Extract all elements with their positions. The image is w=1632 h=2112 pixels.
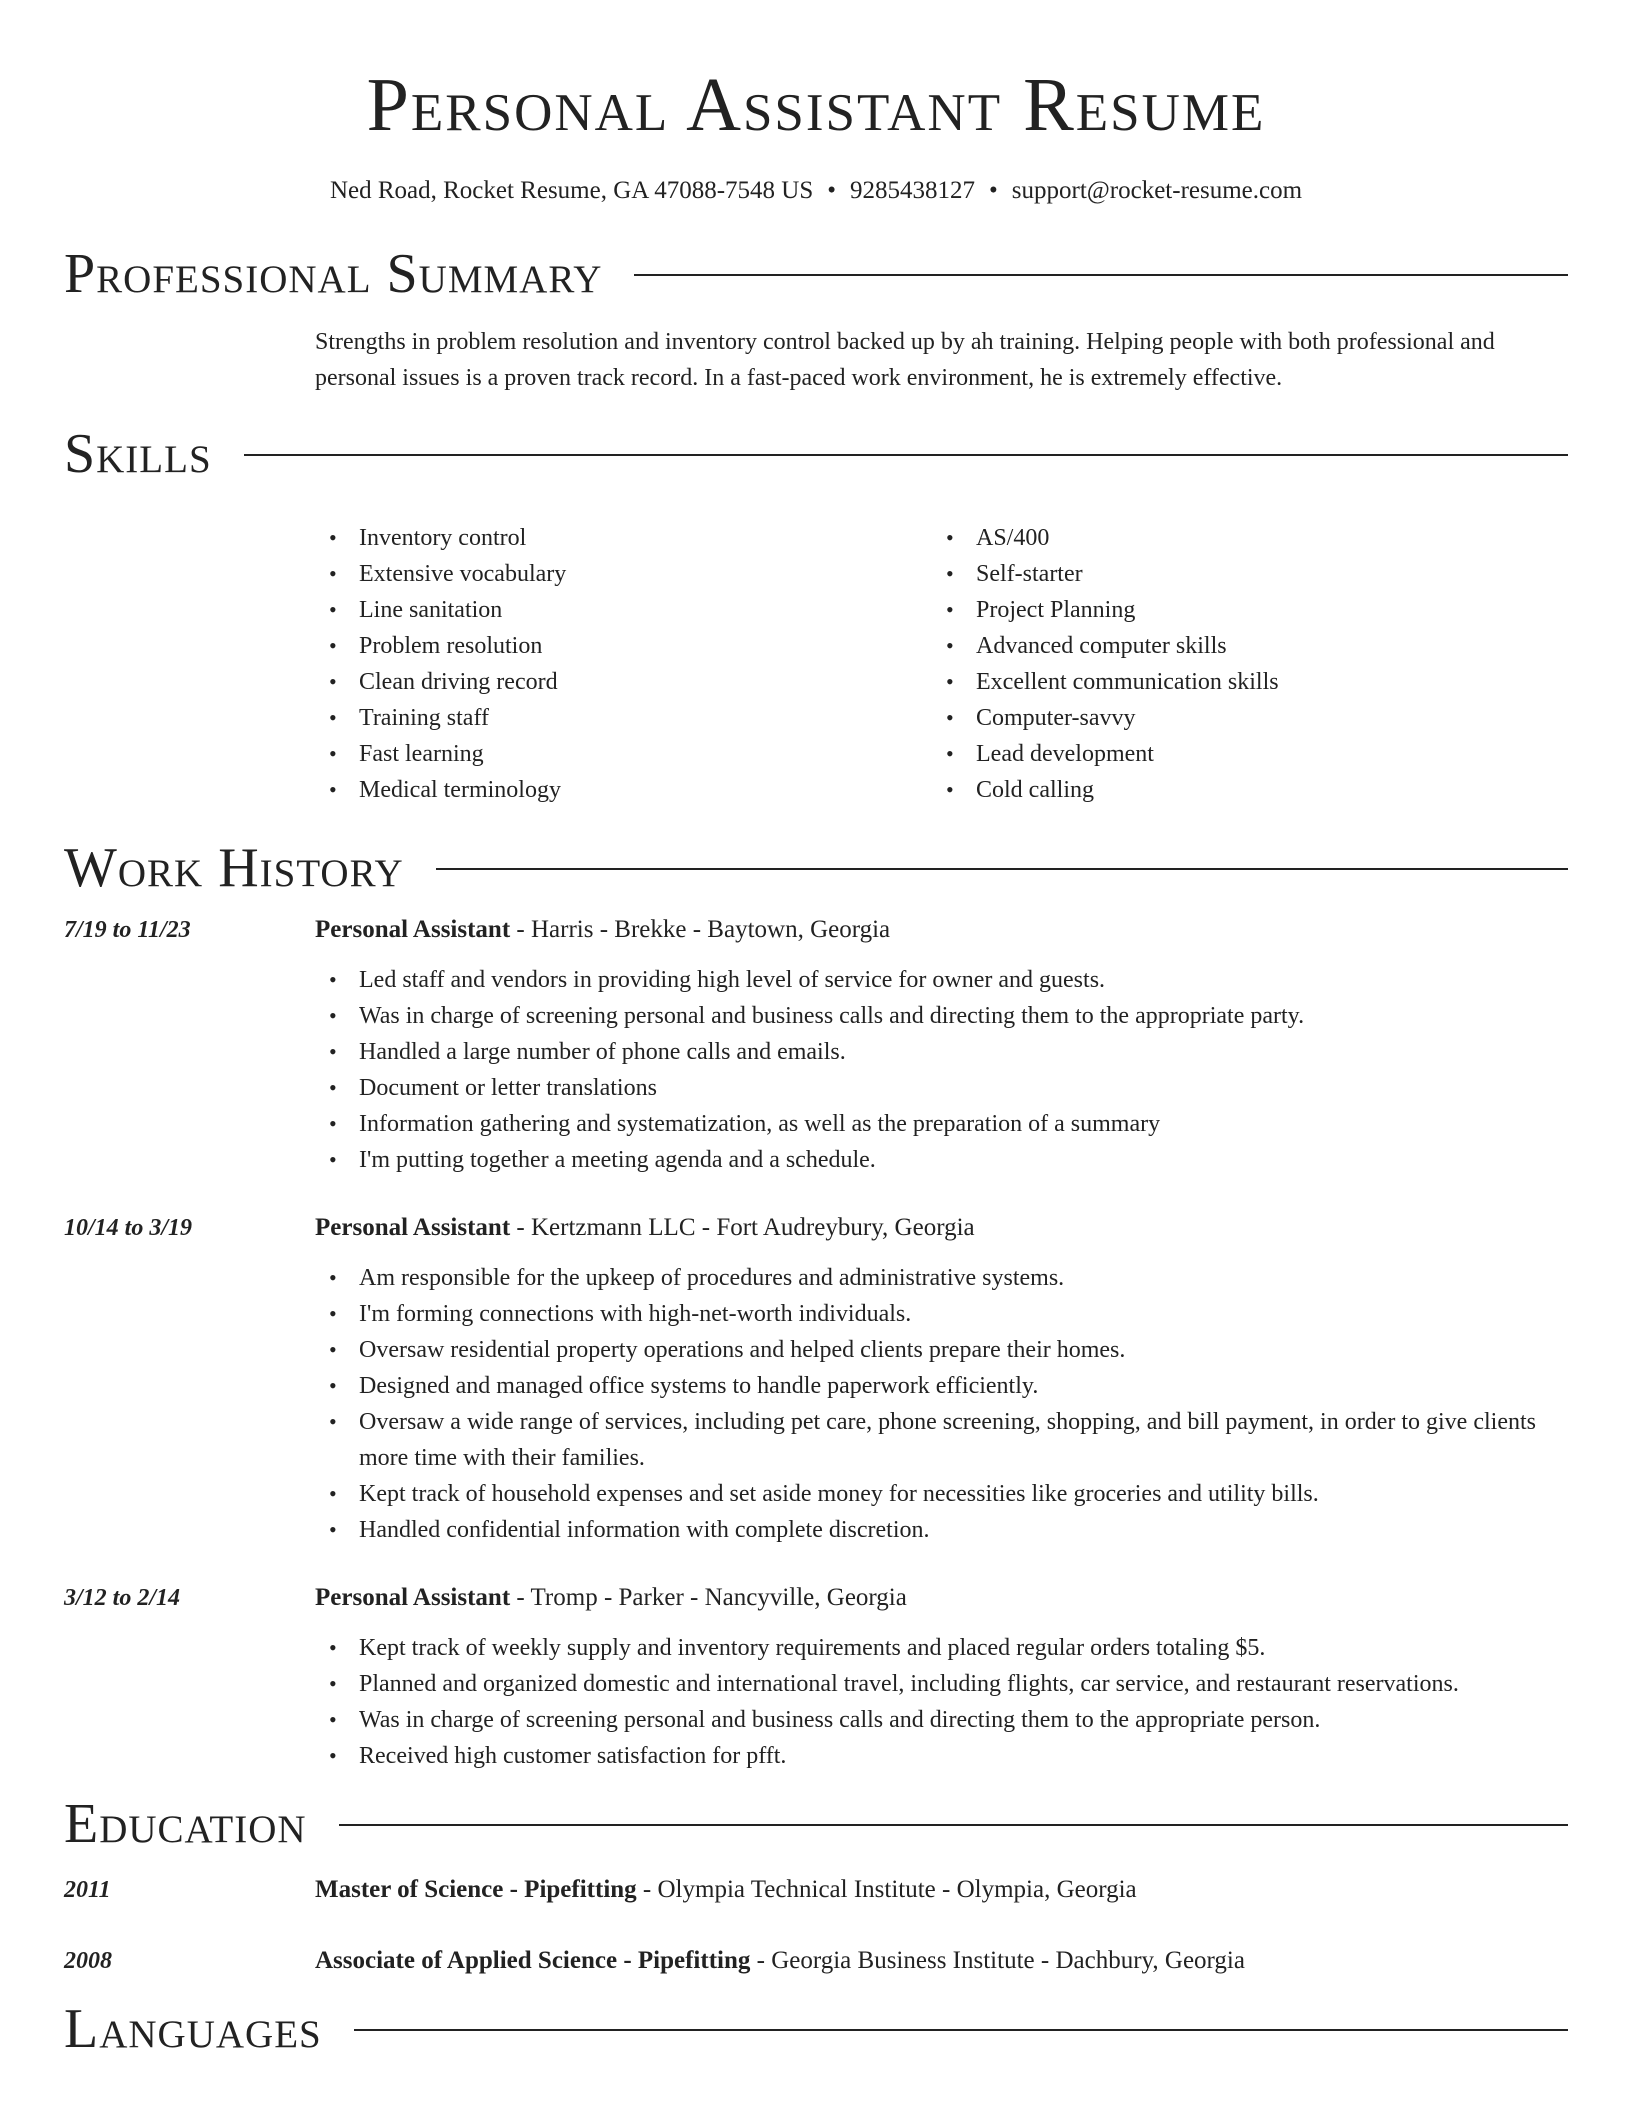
- job-bullet: • Information gathering and systematization, as well as the preparation of a summary: [315, 1106, 1568, 1142]
- skills-section-header: [64, 424, 1568, 484]
- job-entry: [64, 1580, 1568, 1774]
- languages-section-header: [64, 1999, 1568, 2059]
- skill-item: • Lead development: [932, 736, 1549, 772]
- section-divider: [244, 454, 1568, 456]
- languages-heading: Languages: [64, 1998, 322, 2060]
- skills-list: [315, 520, 1568, 808]
- job-bullet: • Kept track of weekly supply and inventory requirements and placed regular orders totaling $5.: [315, 1630, 1568, 1666]
- job-entry: [64, 1210, 1568, 1548]
- education-entry: [64, 1872, 1568, 1908]
- job-entry: [64, 912, 1568, 1178]
- skill-item: • Inventory control: [315, 520, 932, 556]
- contact-address: Ned Road, Rocket Resume, GA 47088-7548 US: [329, 177, 814, 204]
- skills-column-left: [315, 520, 932, 808]
- job-title: Personal Assistant: [315, 1584, 511, 1611]
- job-header: [315, 1210, 1568, 1246]
- education-section-header: [64, 1794, 1568, 1854]
- education-heading: Education: [64, 1793, 307, 1855]
- job-bullet: • Was in charge of screening personal and business calls and directing them to the appropriate party.: [315, 998, 1568, 1034]
- job-bullet: • Received high customer satisfaction for pfft.: [315, 1738, 1568, 1774]
- job-bullets: [315, 962, 1568, 1178]
- job-header: [315, 912, 1568, 948]
- job-bullet: • Planned and organized domestic and international travel, including flights, car service, and restaurant reservations.: [315, 1666, 1568, 1702]
- job-bullet: • Was in charge of screening personal and business calls and directing them to the appropriate person.: [315, 1702, 1568, 1738]
- section-divider: [354, 2029, 1568, 2031]
- separator-dot: •: [989, 177, 998, 204]
- skill-item: • Line sanitation: [315, 592, 932, 628]
- contact-line: [64, 174, 1568, 208]
- summary-heading: Professional Summary: [64, 243, 603, 305]
- education-year: 2011: [64, 1877, 111, 1903]
- job-bullet: • Designed and managed office systems to handle paperwork efficiently.: [315, 1368, 1568, 1404]
- job-bullet: • I'm putting together a meeting agenda and a schedule.: [315, 1142, 1568, 1178]
- skill-item: • Medical terminology: [315, 772, 932, 808]
- skill-item: • Advanced computer skills: [932, 628, 1549, 664]
- education-details: [315, 1943, 1568, 1979]
- contact-phone: 9285438127: [850, 177, 975, 204]
- summary-section-header: [64, 244, 1568, 304]
- job-title: Personal Assistant: [315, 1214, 511, 1241]
- job-employer: - Kertzmann LLC - Fort Audreybury, Georgia: [510, 1214, 975, 1241]
- skill-item: • Training staff: [315, 700, 932, 736]
- job-bullets: [315, 1260, 1568, 1548]
- skill-item: • AS/400: [932, 520, 1549, 556]
- job-title: Personal Assistant: [315, 916, 511, 943]
- job-details: [315, 1580, 1568, 1774]
- education-school: - Georgia Business Institute - Dachbury, Georgia: [750, 1947, 1245, 1974]
- resume-page: [64, 0, 1568, 2059]
- separator-dot: •: [827, 177, 836, 204]
- education-degree: Master of Science - Pipefitting: [315, 1876, 637, 1903]
- job-bullets: [315, 1630, 1568, 1774]
- skill-item: • Extensive vocabulary: [315, 556, 932, 592]
- section-divider: [634, 274, 1568, 276]
- job-details: [315, 912, 1568, 1178]
- job-header: [315, 1580, 1568, 1616]
- skill-item: • Project Planning: [932, 592, 1549, 628]
- job-dates: 3/12 to 2/14: [64, 1585, 181, 1611]
- job-employer: - Harris - Brekke - Baytown, Georgia: [510, 916, 891, 943]
- skills-heading: Skills: [64, 423, 212, 485]
- job-employer: - Tromp - Parker - Nancyville, Georgia: [510, 1584, 907, 1611]
- education-degree: Associate of Applied Science - Pipefitting: [315, 1947, 751, 1974]
- skill-item: • Problem resolution: [315, 628, 932, 664]
- skill-item: • Cold calling: [932, 772, 1549, 808]
- job-bullet: • Kept track of household expenses and set aside money for necessities like groceries and utility bills.: [315, 1476, 1568, 1512]
- education-details: [315, 1872, 1568, 1908]
- skill-item: • Self-starter: [932, 556, 1549, 592]
- education-entry: [64, 1943, 1568, 1979]
- section-divider: [339, 1824, 1568, 1826]
- job-bullet: • Oversaw a wide range of services, including pet care, phone screening, shopping, and bill payment, in order to give clients more time with their families.: [315, 1404, 1568, 1476]
- job-bullet: • Oversaw residential property operations and helped clients prepare their homes.: [315, 1332, 1568, 1368]
- contact-email: support@rocket-resume.com: [1011, 177, 1303, 204]
- work-heading: Work History: [64, 837, 404, 899]
- education-year: 2008: [64, 1948, 112, 1974]
- job-bullet: • Led staff and vendors in providing high level of service for owner and guests.: [315, 962, 1568, 998]
- skill-item: • Fast learning: [315, 736, 932, 772]
- job-details: [315, 1210, 1568, 1548]
- education-school: - Olympia Technical Institute - Olympia, Georgia: [636, 1876, 1137, 1903]
- job-dates: 7/19 to 11/23: [64, 917, 191, 943]
- job-dates: 10/14 to 3/19: [64, 1215, 193, 1241]
- skill-item: • Clean driving record: [315, 664, 932, 700]
- skill-item: • Excellent communication skills: [932, 664, 1549, 700]
- job-bullet: • I'm forming connections with high-net-worth individuals.: [315, 1296, 1568, 1332]
- section-divider: [436, 868, 1568, 870]
- job-bullet: • Handled a large number of phone calls and emails.: [315, 1034, 1568, 1070]
- page-title: Personal Assistant Resume: [366, 63, 1266, 147]
- job-bullet: • Document or letter translations: [315, 1070, 1568, 1106]
- job-bullet: • Am responsible for the upkeep of procedures and administrative systems.: [315, 1260, 1568, 1296]
- job-bullet: • Handled confidential information with complete discretion.: [315, 1512, 1568, 1548]
- skills-column-right: [932, 520, 1549, 808]
- skill-item: • Computer-savvy: [932, 700, 1549, 736]
- work-section-header: [64, 838, 1568, 898]
- summary-text: Strengths in problem resolution and inventory control backed up by ah training. Helping people with both professional and personal issues is a proven track record. In a fast-paced work environment, he is extremely effective.: [315, 329, 1495, 391]
